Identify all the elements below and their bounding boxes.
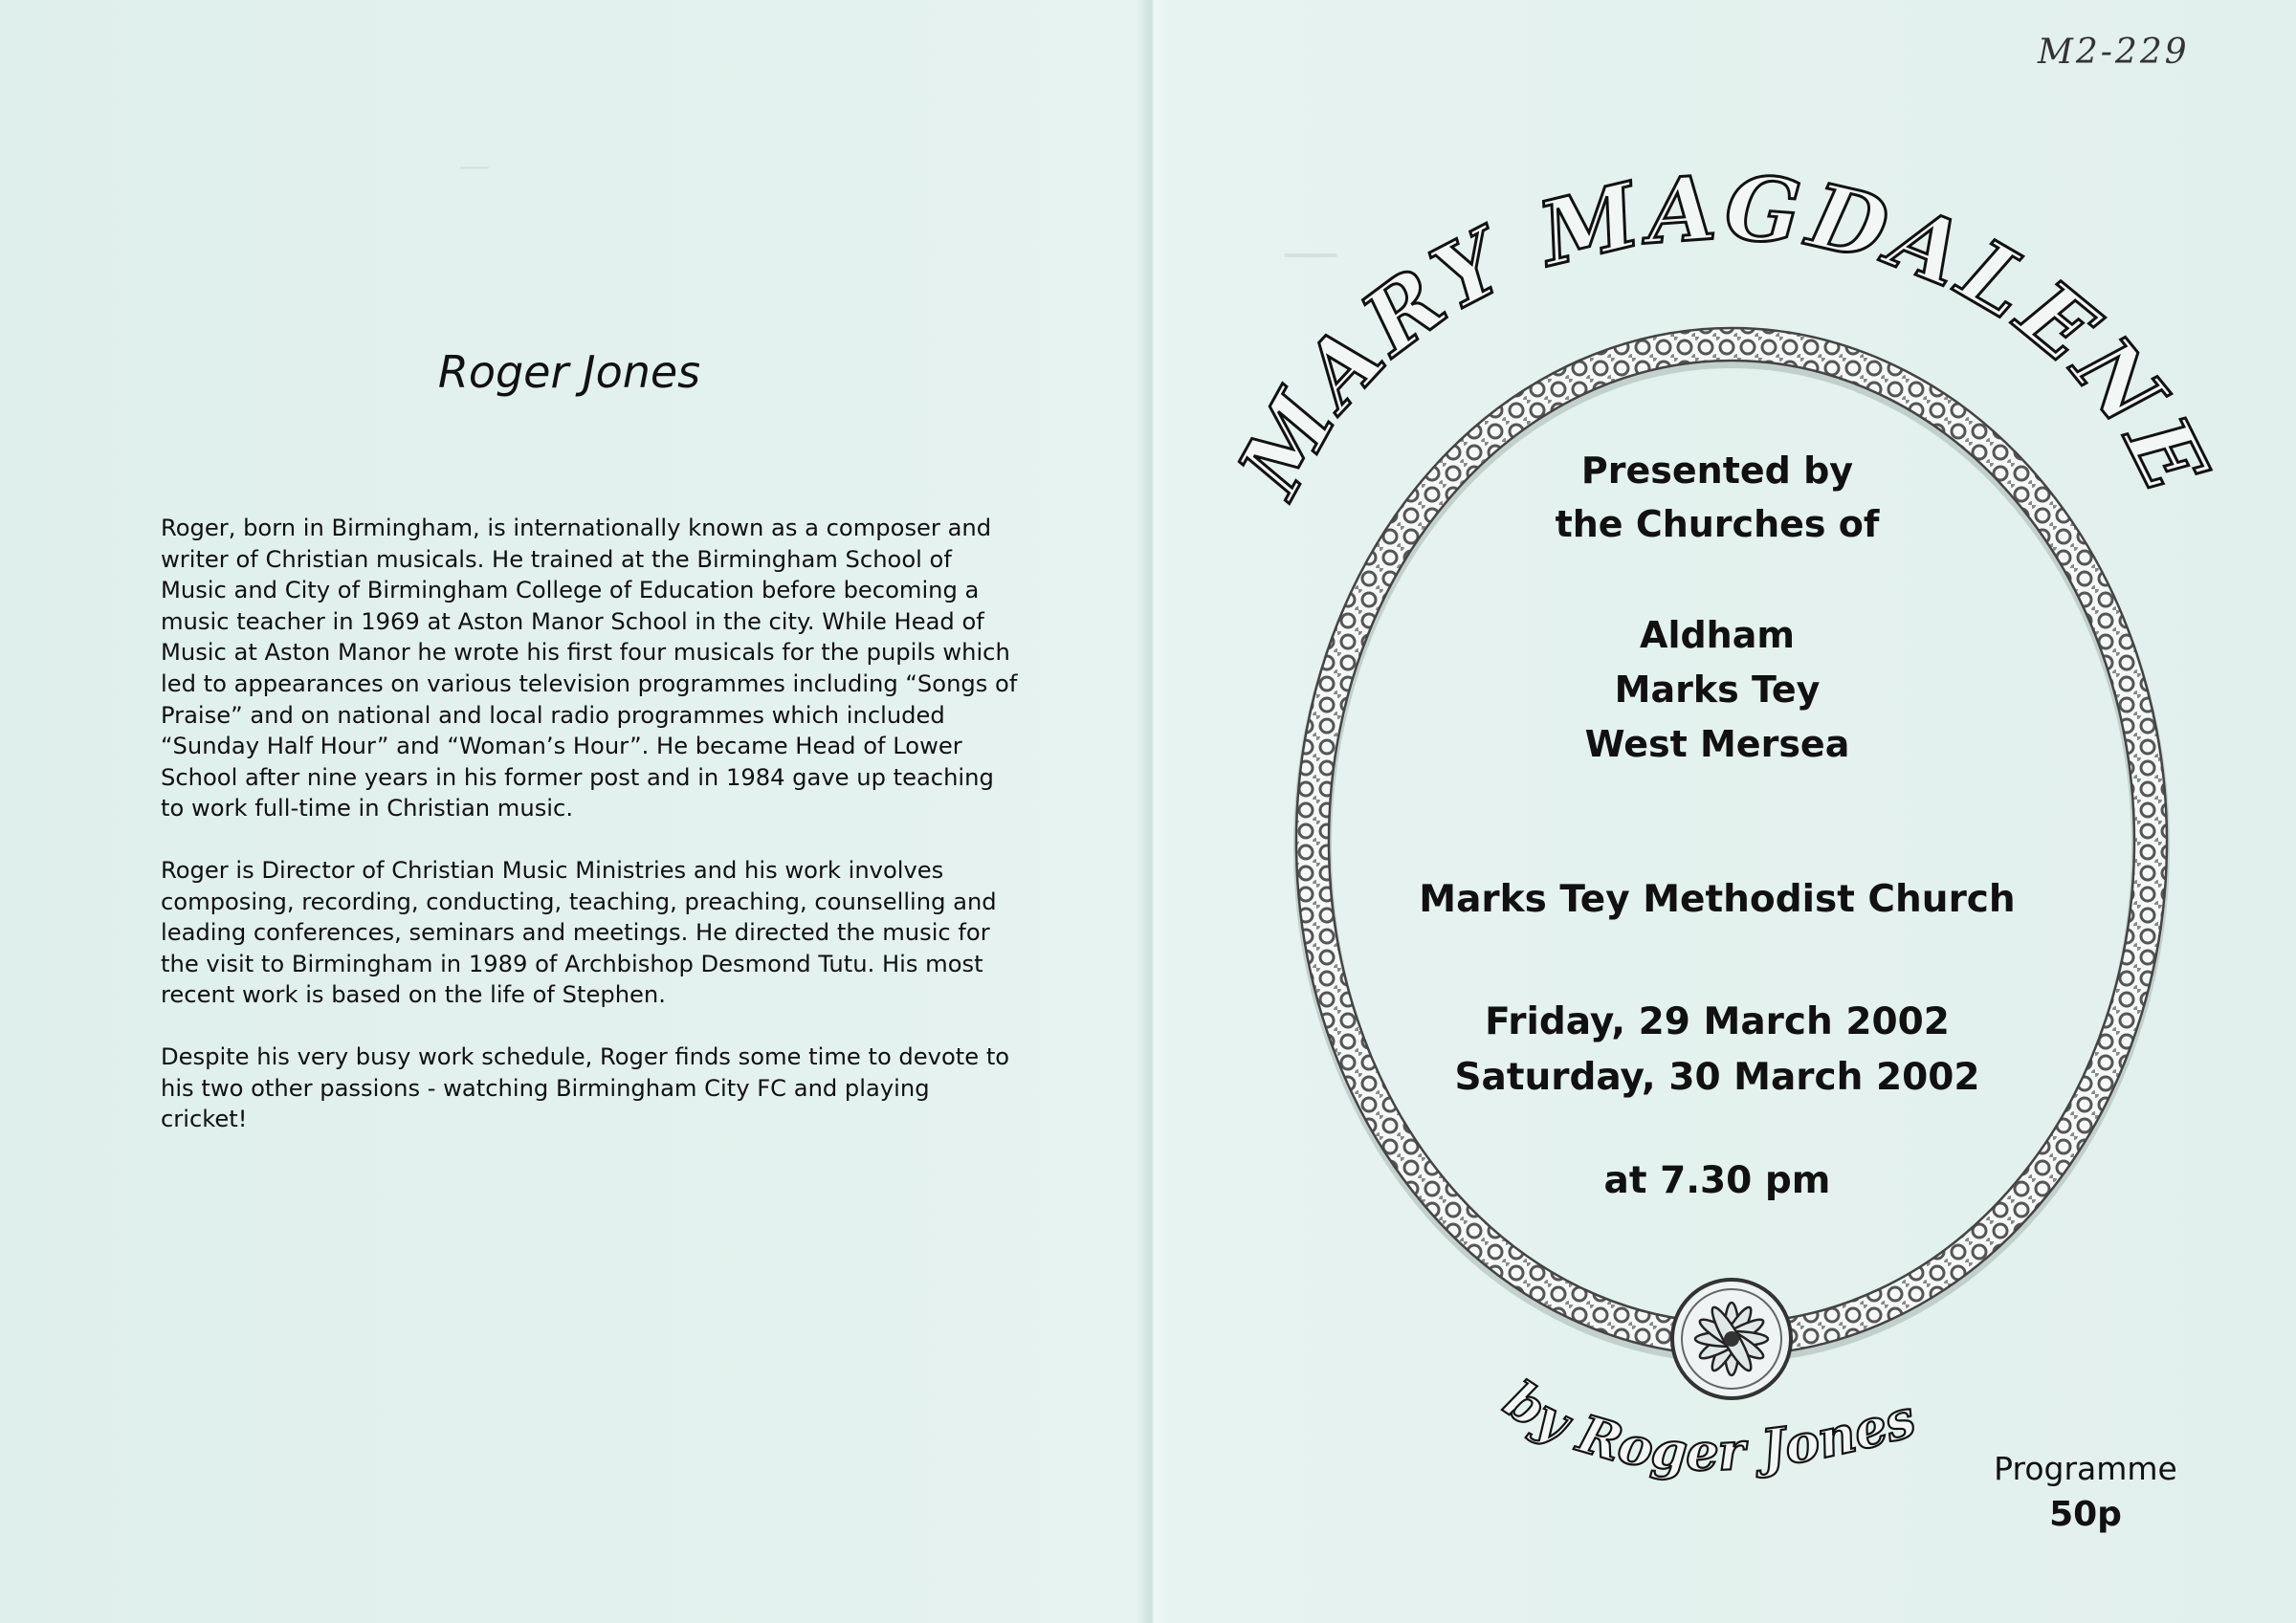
programme-price-box bbox=[1971, 1446, 2200, 1538]
bio-paragraph-2: Roger is Director of Christian Music Ministries and his work involves composing, recording, conducting, teaching, preaching, counselling and leading conferences, seminars and meetings. He directed the music for the visit to Birmingham in 1989 of Archbishop Desmond Tutu. His most recent work is based on the life of Stephen. bbox=[161, 856, 997, 1009]
bio-paragraph-1: Roger, born in Birmingham, is internationally known as a composer and writer of Christian musicals. He trained at the Birmingham School of Music and City of Birmingham College of Education before becoming a music teacher in 1969 at Aston Manor School in the city. While Head of Music at Aston Manor he wrote his first four musicals for the pupils which led to appearances on various television programmes including “Songs of Praise” and on national and local radio programmes which included “Sunday Half Hour” and “Woman’s Hour”. He became Head of Lower School after nine years in his former post and in 1984 gave up teaching to work full-time in Christian music. bbox=[161, 515, 1018, 822]
performance-time: at 7.30 pm bbox=[1603, 1159, 1831, 1202]
venue: Marks Tey Methodist Church bbox=[1419, 878, 2016, 921]
programme-label: Programme bbox=[1994, 1450, 2177, 1487]
handwritten-reference: M2-229 bbox=[2038, 33, 2190, 72]
church-name: Aldham bbox=[1640, 614, 1795, 656]
byline-text: by Roger Jones bbox=[1493, 1368, 1923, 1483]
presented-by bbox=[1492, 444, 1942, 551]
bio-heading: Roger Jones bbox=[437, 346, 701, 398]
performance-date: Saturday, 30 March 2002 bbox=[1454, 1056, 1980, 1099]
show-title-text: MARY MAGDALENE bbox=[1218, 155, 2230, 513]
presented-line-2: the Churches of bbox=[1555, 503, 1880, 545]
center-fold bbox=[1137, 0, 1169, 1623]
pendant-flower-icon bbox=[1672, 1280, 1791, 1398]
bio-text bbox=[161, 513, 1022, 1166]
left-page bbox=[0, 0, 1138, 1623]
programme-price: 50p bbox=[2049, 1495, 2122, 1534]
bio-paragraph-3: Despite his very busy work schedule, Roger finds some time to devote to his two other passions - watching Birmingham City FC and playing cricket! bbox=[161, 1042, 1010, 1133]
cover-artwork bbox=[1169, 0, 2296, 1623]
performance-dates bbox=[1358, 995, 2076, 1106]
presented-line-1: Presented by bbox=[1580, 450, 1854, 492]
church-name: West Mersea bbox=[1584, 723, 1850, 765]
church-list bbox=[1492, 608, 1942, 772]
church-name: Marks Tey bbox=[1614, 669, 1821, 711]
performance-date: Friday, 29 March 2002 bbox=[1485, 1000, 1950, 1043]
